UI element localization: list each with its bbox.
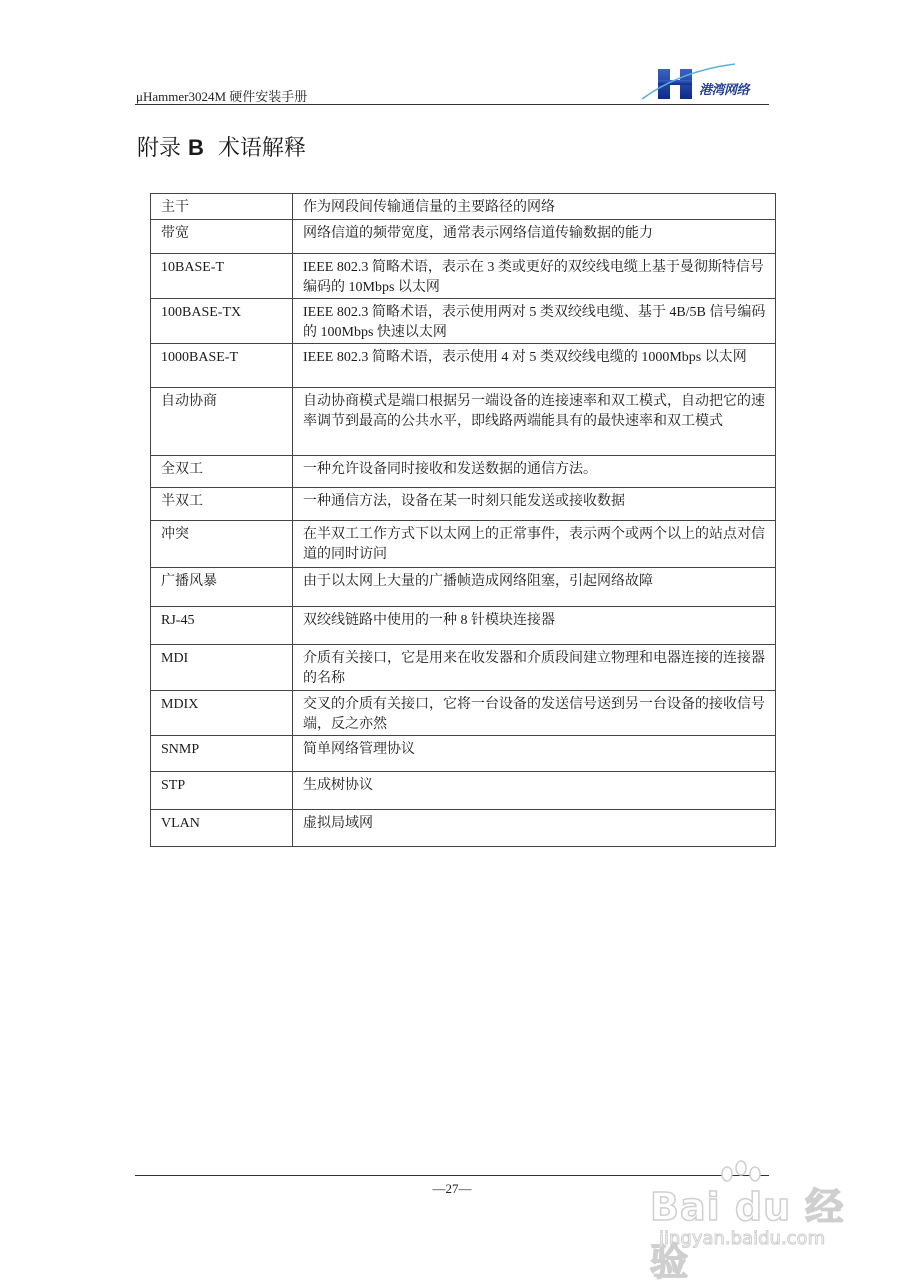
- glossary-definition: 一种通信方法，设备在某一时刻只能发送或接收数据: [293, 488, 776, 521]
- glossary-term: SNMP: [151, 736, 293, 772]
- glossary-term: STP: [151, 772, 293, 810]
- glossary-term: 自动协商: [151, 388, 293, 456]
- glossary-definition: IEEE 802.3 简略术语，表示使用 4 对 5 类双绞线电缆的 1000Mbps 以太网: [293, 344, 776, 388]
- baidu-watermark: [645, 1160, 855, 1284]
- glossary-definition: 简单网络管理协议: [293, 736, 776, 772]
- glossary-term: 广播风暴: [151, 568, 293, 607]
- glossary-row: [151, 521, 776, 568]
- glossary-row: [151, 810, 776, 847]
- glossary-row: [151, 344, 776, 388]
- glossary-term: 冲突: [151, 521, 293, 568]
- glossary-term: 全双工: [151, 456, 293, 488]
- glossary-row: [151, 736, 776, 772]
- glossary-row: [151, 254, 776, 299]
- glossary-term: 1000BASE-T: [151, 344, 293, 388]
- manual-title: μHammer3024M 硬件安装手册: [136, 89, 308, 104]
- glossary-row: [151, 299, 776, 344]
- glossary-row: [151, 388, 776, 456]
- logo-text: 港湾网络: [699, 83, 750, 98]
- glossary-term: MDIX: [151, 691, 293, 736]
- company-logo: [640, 63, 775, 103]
- title-letter: B: [188, 135, 204, 160]
- glossary-definition: 双绞线链路中使用的一种 8 针模块连接器: [293, 607, 776, 645]
- glossary-row: [151, 607, 776, 645]
- glossary-definition: IEEE 802.3 简略术语，表示使用两对 5 类双绞线电缆、基于 4B/5B 信号编码的 100Mbps 快速以太网: [293, 299, 776, 344]
- glossary-row: [151, 456, 776, 488]
- watermark-url: jingyan.baidu.com: [659, 1228, 826, 1249]
- glossary-row: [151, 488, 776, 521]
- glossary-term: VLAN: [151, 810, 293, 847]
- glossary-definition: 作为网段间传输通信量的主要路径的网络: [293, 194, 776, 220]
- page-number: —27—: [432, 1181, 472, 1196]
- glossary-body: [151, 194, 776, 847]
- glossary-term: 主干: [151, 194, 293, 220]
- glossary-term: 带宽: [151, 220, 293, 254]
- glossary-definition: 一种允许设备同时接收和发送数据的通信方法。: [293, 456, 776, 488]
- glossary-definition: 介质有关接口，它是用来在收发器和介质段间建立物理和电器连接的连接器的名称: [293, 645, 776, 691]
- glossary-term: 半双工: [151, 488, 293, 521]
- glossary-term: RJ-45: [151, 607, 293, 645]
- glossary-definition: IEEE 802.3 简略术语，表示在 3 类或更好的双绞线电缆上基于曼彻斯特信号编码的 10Mbps 以太网: [293, 254, 776, 299]
- glossary-row: [151, 645, 776, 691]
- glossary-definition: 自动协商模式是端口根据另一端设备的连接速率和双工模式，自动把它的速率调节到最高的公共水平，即线路两端能具有的最快速率和双工模式: [293, 388, 776, 456]
- glossary-term: 100BASE-TX: [151, 299, 293, 344]
- glossary-row: [151, 220, 776, 254]
- glossary-term: 10BASE-T: [151, 254, 293, 299]
- glossary-definition: 在半双工工作方式下以太网上的正常事件，表示两个或两个以上的站点对信道的同时访问: [293, 521, 776, 568]
- glossary-definition: 生成树协议: [293, 772, 776, 810]
- watermark-brand: Bai du 经验: [650, 1185, 845, 1284]
- glossary-row: [151, 691, 776, 736]
- title-suffix: 术语解释: [203, 136, 306, 161]
- glossary-row: [151, 568, 776, 607]
- glossary-definition: 网络信道的频带宽度，通常表示网络信道传输数据的能力: [293, 220, 776, 254]
- glossary-row: [151, 194, 776, 220]
- glossary-definition: 虚拟局域网: [293, 810, 776, 847]
- glossary-definition: 交叉的介质有关接口，它将一台设备的发送信号送到另一台设备的接收信号端，反之亦然: [293, 691, 776, 736]
- glossary-definition: 由于以太网上大量的广播帧造成网络阻塞，引起网络故障: [293, 568, 776, 607]
- glossary-row: [151, 772, 776, 810]
- glossary-term: MDI: [151, 645, 293, 691]
- title-prefix: 附录: [137, 136, 188, 161]
- header-divider: [135, 104, 769, 105]
- page-title: [137, 131, 306, 162]
- glossary-table: [150, 193, 776, 847]
